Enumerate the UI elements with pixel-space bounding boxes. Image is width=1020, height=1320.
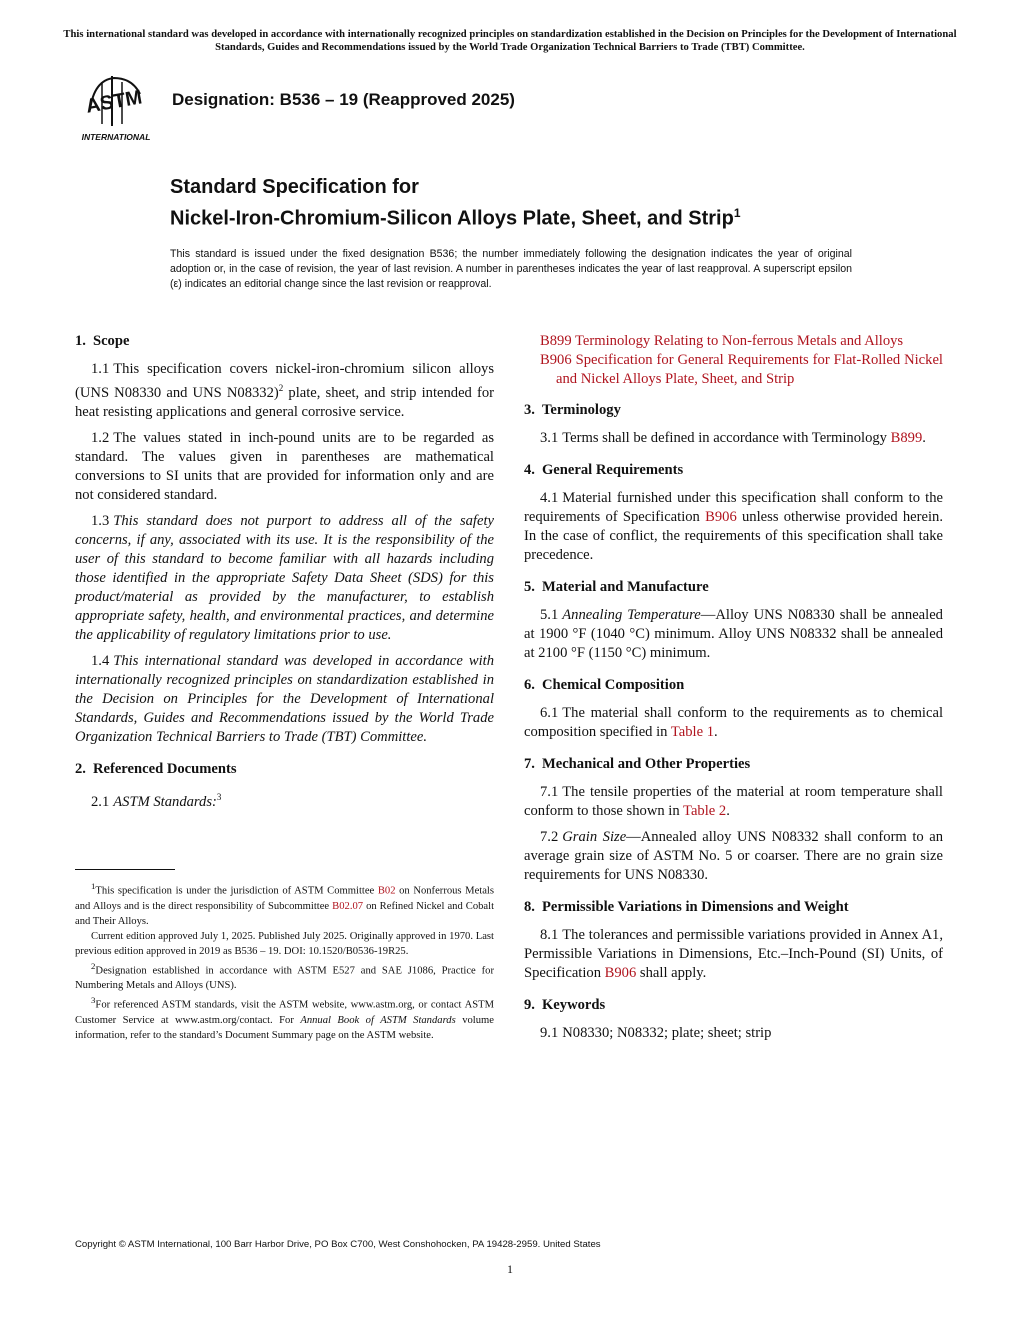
title-main: Nickel-Iron-Chromium-Silicon Alloys Plate, Sheet, and Strip (170, 207, 734, 230)
section-heading-variations: 8. Permissible Variations in Dimensions and Weight (524, 899, 849, 915)
copyright-notice: Copyright © ASTM International, 100 Barr Harbor Drive, PO Box C700, West Conshohocken, PA 19428-2959. United States (75, 1239, 601, 1250)
reference-b906: B906 Specification for General Requirements for Flat-Rolled Nickel and Nickel Alloys Plate, Sheet, and Strip (540, 352, 943, 387)
paragraph-7-2: 7.2 Grain Size—Annealed alloy UNS N08332 shall conform to an average grain size of ASTM No. 5 or coarser. There are no grain size requirements for UNS N08330. (524, 829, 943, 883)
paragraph-7-1: 7.1 The tensile properties of the material at room temperature shall conform to those shown in Table 2. (524, 784, 943, 819)
paragraph-4-1: 4.1 Material furnished under this specification shall conform to the requirements of Specification B906 unless otherwise provided herein. In the case of conflict, the requirements of this specification shall take precedence. (524, 490, 943, 563)
paragraph-5-1: 5.1 Annealing Temperature—Alloy UNS N08330 shall be annealed at 1900 °F (1040 °C) minimum. Alloy UNS N08332 shall be annealed at 2100 °F (1150 °C) minimum. (524, 607, 943, 661)
paragraph-2-1: 2.1 ASTM Standards:$^3$ (91, 791, 222, 810)
footnote-divider (75, 869, 175, 870)
section-heading-terminology: 3. Terminology (524, 402, 621, 418)
top-notice: This international standard was developed in accordance with internationally recognized principles on standardization established in the Decision on Principles for the Development of International Standards, Guides and Recommendations issued by the World Trade Organization Technical Barriers to Trade (TBT) Committee. (63, 29, 957, 53)
paragraph-1-4: 1.4 This international standard was developed in accordance with internationally recognized principles on standardization established in the Decision on Principles for the Development of International Standards, Guides and Recommendations issued by the World Trade Organization Technical Barriers to Trade (TBT) Committee. (75, 652, 494, 745)
document-title (170, 174, 741, 232)
link-table-1[interactable]: Table 1 (670, 724, 715, 740)
reference-b899: B899 Terminology Relating to Non-ferrous Metals and Alloys (540, 333, 904, 349)
footnote-2: $^2$Designation established in accordance with ASTM E527 and SAE J1086, Practice for Numbering Metals and Alloys (UNS). (75, 960, 494, 992)
title-footnote-mark: 1 (733, 206, 741, 220)
link-b02-07[interactable]: B02.07 (332, 900, 364, 912)
link-b906-general[interactable]: B906 (705, 509, 737, 525)
logo-letters: ASTM (84, 86, 144, 118)
issuance-note: This standard is issued under the fixed designation B536; the number immediately following the designation indicates the year of original adoption or, in the case of revision, the year of last revision. A number in parentheses indicates the year of last reapproval. A superscript epsilon (ε) indicates an editorial change since the last revision or reapproval. (170, 248, 852, 290)
paragraph-6-1: 6.1 The material shall conform to the requirements as to chemical composition specified in Table 1. (524, 705, 943, 740)
link-b906-variations[interactable]: B906 (604, 965, 637, 981)
footnote-3: $^3$For referenced ASTM standards, visit the ASTM website, www.astm.org, or contact ASTM Customer Service at www.astm.org/contact. For Annual Book of ASTM Standards volume information, refer to the standard’s Document Summary page on the ASTM website. (75, 995, 494, 1041)
link-b02[interactable]: B02 (377, 885, 396, 897)
astm-logo-mark (72, 74, 162, 144)
section-heading-material: 5. Material and Manufacture (524, 579, 709, 595)
link-b906[interactable]: B906 (540, 352, 572, 368)
designation: Designation: B536 – 19 (Reapproved 2025) (172, 90, 515, 109)
paragraph-9-1: 9.1 N08330; N08332; plate; sheet; strip (540, 1025, 772, 1041)
title-line-2 (170, 200, 741, 232)
section-heading-referenced: 2. Referenced Documents (75, 760, 237, 777)
paragraph-1-3: 1.3 This standard does not purport to address all of the safety concerns, if any, associated with its use. It is the responsibility of the user of this standard to become familiar with all hazards including those identified in the appropriate Safety Data Sheet (SDS) for this product/material as provided by the manufacturer, to establish appropriate safety, health, and environmental practices, and determine the applicability of regulatory limitations prior to use. (75, 512, 494, 643)
paragraph-8-1: 8.1 The tolerances and permissible variations provided in Annex A1, Permissible Variations in Dimensions, Etc.–Inch-Pound (SI) Units, of Specification B906 shall apply. (524, 927, 943, 981)
logo-word: INTERNATIONAL (81, 132, 151, 142)
section-heading-general: 4. General Requirements (524, 462, 684, 478)
page-number: 1 (507, 1262, 513, 1276)
section-heading-chemical: 6. Chemical Composition (524, 677, 685, 693)
footnotes (75, 879, 494, 1043)
paragraph-3-1: 3.1 Terms shall be defined in accordance with Terminology B899. (540, 430, 926, 446)
paragraph-1-2: 1.2 The values stated in inch-pound units are to be regarded as standard. The values given in parentheses are mathematical conversions to SI units that are provided for information only and are not considered standard. (75, 429, 494, 503)
footnote-1-edition: Current edition approved July 1, 2025. Published July 2025. Originally approved in 1970. Last previous edition approved in 2019 as B536 – 19. DOI: 10.1520/B0536-19R25. (75, 930, 494, 957)
section-heading-keywords: 9. Keywords (524, 997, 606, 1013)
link-table-2[interactable]: Table 2 (683, 803, 727, 819)
link-b899[interactable]: B899 (540, 333, 572, 349)
left-column (75, 332, 494, 819)
title-line-1: Standard Specification for (170, 176, 419, 198)
astm-logo (72, 74, 162, 144)
paragraph-1-1: 1.1 This specification covers nickel-iron-chromium silicon alloys (UNS N08330 and UNS N08332)$^2$ plate, sheet, and strip intended for heat resisting applications and general corrosive service. (75, 361, 494, 420)
section-heading-mechanical: 7. Mechanical and Other Properties (524, 756, 751, 772)
right-column (524, 332, 943, 1050)
link-b899-terminology[interactable]: B899 (890, 430, 923, 446)
footnote-1: $^1$This specification is under the jurisdiction of ASTM Committee B02 on Nonferrous Metals and Alloys and is the direct responsibility of Subcommittee B02.07 on Refined Nickel and Cobalt and Their Alloys. (75, 881, 495, 927)
section-heading-scope: 1. Scope (75, 333, 130, 349)
